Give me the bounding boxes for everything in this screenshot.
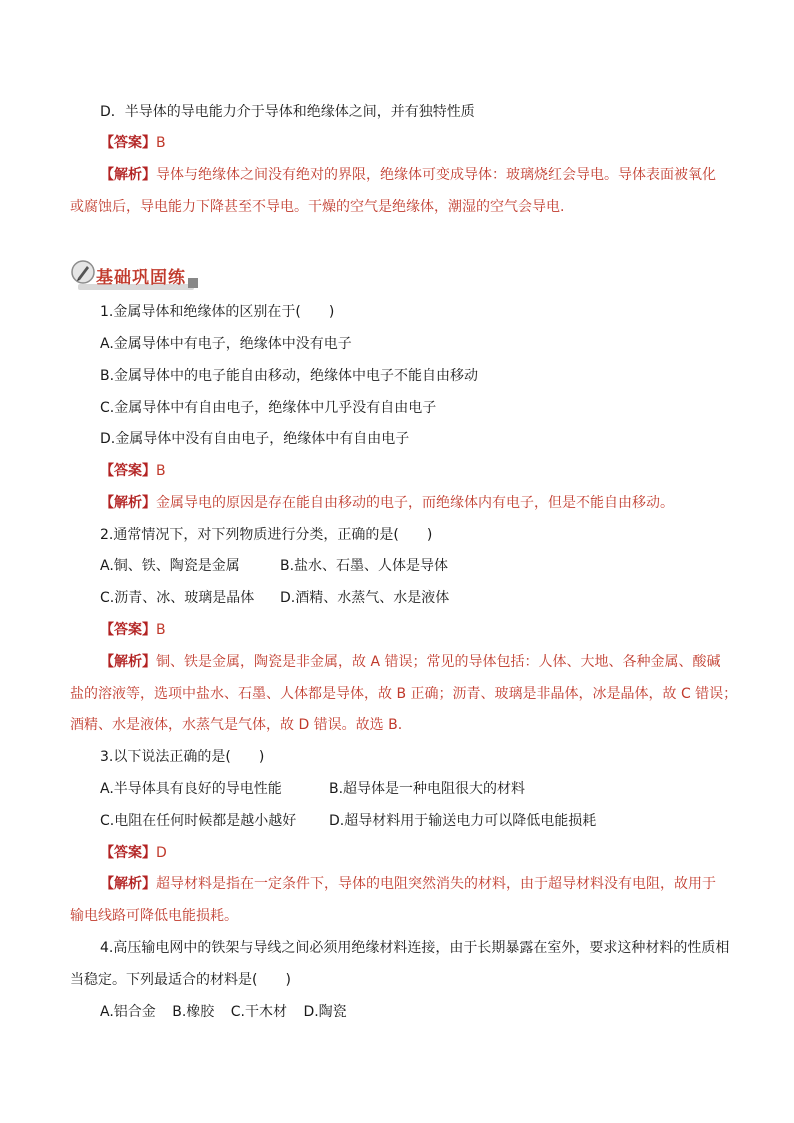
- q4-option-d: D.陶瓷: [303, 1004, 347, 1020]
- answer-line: [100, 133, 166, 153]
- q2-option-a: A.铜、铁、陶瓷是金属: [100, 558, 240, 574]
- q4-options: [100, 1002, 347, 1022]
- q3-answer: [100, 843, 167, 863]
- q3-option-a: A.半导体具有良好的导电性能: [100, 781, 282, 797]
- q4-option-b: B.橡胶: [172, 1004, 215, 1020]
- q1-option-b: B.金属导体中的电子能自由移动，绝缘体中电子不能自由移动: [100, 368, 479, 384]
- answer-tag: 【答案】: [100, 845, 156, 861]
- q1-answer: [100, 461, 166, 481]
- answer-value: B: [156, 463, 166, 479]
- analysis-tag: 【解析】: [100, 876, 156, 892]
- answer-tag: 【答案】: [100, 135, 156, 151]
- q3-option-d: D.超导材料用于输送电力可以降低电能损耗: [329, 813, 597, 829]
- q4-option-c: C.干木材: [230, 1004, 287, 1020]
- analysis-line: [100, 165, 716, 185]
- analysis-tag: 【解析】: [100, 654, 156, 670]
- analysis-text: 超导材料是指在一定条件下，导体的电阻突然消失的材料，由于超导材料没有电阻，故用于: [156, 876, 716, 892]
- q2-answer: [100, 620, 166, 640]
- answer-tag: 【答案】: [100, 463, 156, 479]
- q2-option-d: D.酒精、水蒸气、水是液体: [280, 590, 450, 606]
- answer-value: D: [156, 845, 167, 861]
- q4-stem-cont: 当稳定。下列最适合的材料是( ): [70, 972, 291, 988]
- q1-option-c: C.金属导体中有自由电子，绝缘体中几乎没有自由电子: [100, 400, 437, 416]
- q3-option-c: C.电阻在任何时候都是越小越好: [100, 813, 297, 829]
- analysis-tag: 【解析】: [100, 495, 156, 511]
- q2-analysis-cont-2: 酒精、水是液体，水蒸气是气体，故 D 错误。故选 B.: [70, 717, 403, 733]
- answer-tag: 【答案】: [100, 622, 156, 638]
- section-banner: [70, 258, 200, 292]
- q3-analysis: [100, 874, 716, 894]
- q3-stem: 3.以下说法正确的是( ): [100, 749, 265, 765]
- q1-analysis: [100, 493, 674, 513]
- q2-stem: 2.通常情况下，对下列物质进行分类，正确的是( ): [100, 527, 433, 543]
- pen-badge-icon: [70, 258, 96, 286]
- q2-option-c: C.沥青、冰、玻璃是晶体: [100, 590, 255, 606]
- q2-option-b: B.盐水、石墨、人体是导体: [280, 558, 449, 574]
- analysis-tag: 【解析】: [100, 167, 156, 183]
- answer-value: B: [156, 622, 166, 638]
- section-title: 基础巩固练: [96, 268, 186, 288]
- analysis-text-cont: 或腐蚀后，导电能力下降甚至不导电。干燥的空气是绝缘体，潮湿的空气会导电.: [70, 199, 565, 215]
- q1-option-d: D.金属导体中没有自由电子，绝缘体中有自由电子: [100, 431, 410, 447]
- analysis-text: 金属导电的原因是存在能自由移动的电子，而绝缘体内有电子，但是不能自由移动。: [156, 495, 674, 511]
- q3-analysis-cont: 输电线路可降低电能损耗。: [70, 908, 238, 924]
- q2-analysis: [100, 652, 720, 672]
- q3-option-b: B.超导体是一种电阻很大的材料: [329, 781, 526, 797]
- answer-value: B: [156, 135, 166, 151]
- q1-stem: 1.金属导体和绝缘体的区别在于( ): [100, 304, 335, 320]
- analysis-text: 铜、铁是金属，陶瓷是非金属，故 A 错误；常见的导体包括：人体、大地、各种金属、酸碱: [156, 654, 721, 670]
- banner-corner-mark: [188, 278, 198, 288]
- option-d: D．半导体的导电能力介于导体和绝缘体之间，并有独特性质: [100, 104, 475, 120]
- q4-option-a: A.铝合金: [100, 1004, 156, 1020]
- q2-analysis-cont-1: 盐的溶液等，选项中盐水、石墨、人体都是导体，故 B 正确；沥青、玻璃是非晶体，冰是晶体，故 C 错误；: [70, 686, 738, 702]
- q4-stem: 4.高压输电网中的铁架与导线之间必须用绝缘材料连接，由于长期暴露在室外，要求这种材料的性质相: [100, 940, 730, 956]
- analysis-text: 导体与绝缘体之间没有绝对的界限，绝缘体可变成导体：玻璃烧红会导电。导体表面被氧化: [156, 167, 716, 183]
- q1-option-a: A.金属导体中有电子，绝缘体中没有电子: [100, 336, 352, 352]
